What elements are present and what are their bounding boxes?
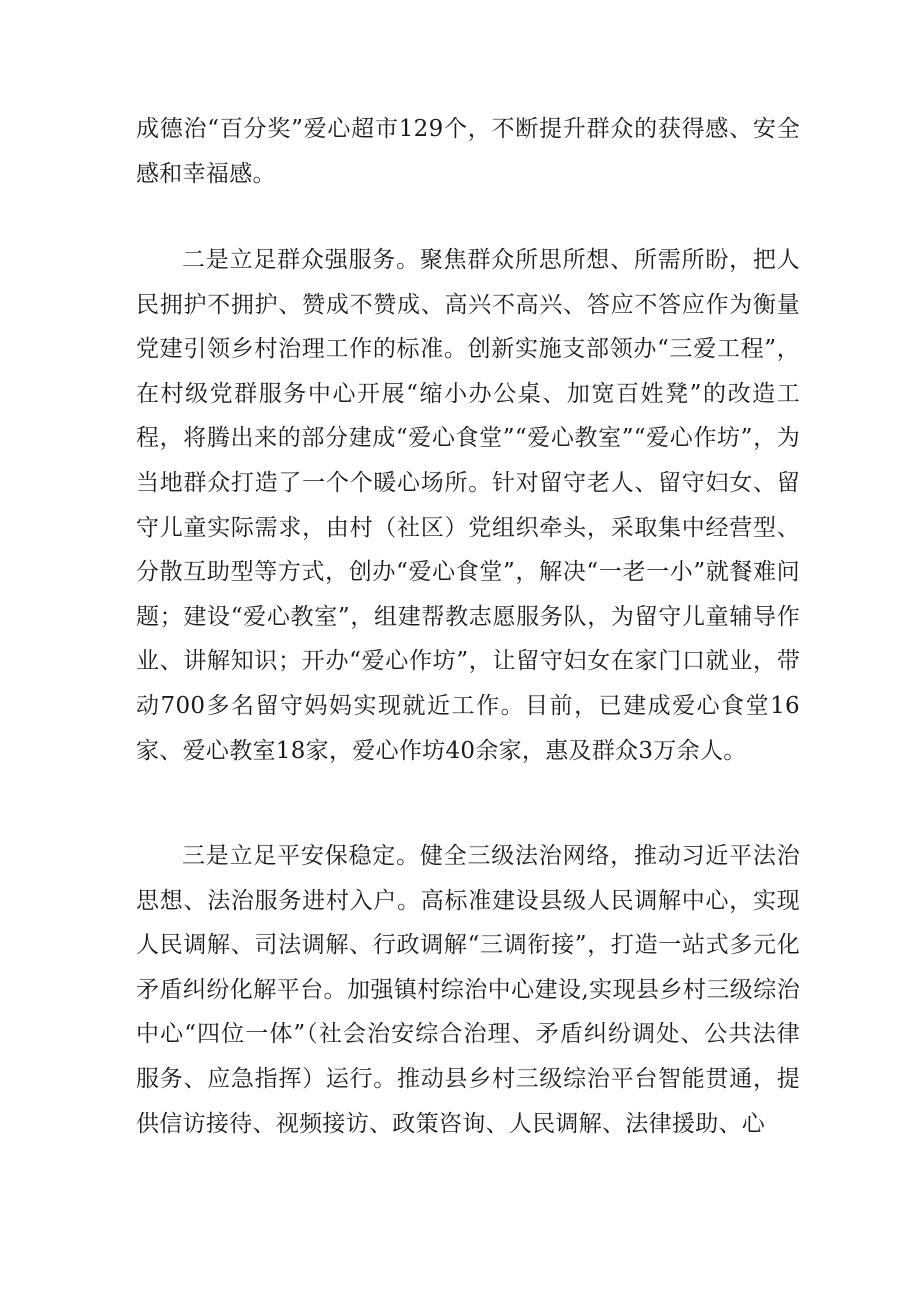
paragraph-continuation: 成德治“百分奖”爱心超市129个，不断提升群众的获得感、安全感和幸福感。 <box>136 116 800 187</box>
paragraph-service: 二是立足群众强服务。聚焦群众所思所想、所需所盼，把人民拥护不拥护、赞成不赞成、高兴不高兴、答应不答应作为衡量党建引领乡村治理工作的标准。创新实施支部领办“三爱工程”，在村级党群服务中心开展“缩小办公桌、加宽百姓凳”的改造工程，将腾出来的部分建成“爱心食堂”“爱心教室”“爱心作坊”，为当地群众打造了一个个暖心场所。针对留守老人、留守妇女、留守儿童实际需求，由村（社区）党组织牵头，采取集中经营型、分散互助型等方式，创办“爱心食堂”，解决“一老一小”就餐难问题；建设“爱心教室”，组建帮教志愿服务队，为留守儿童辅导作业、讲解知识；开办“爱心作坊”，让留守妇女在家门口就业，带动700多名留守妈妈实现就近工作。目前，已建成爱心食堂16家、爱心教室18家，爱心作坊40余家，惠及群众3万余人。 <box>136 247 800 764</box>
paragraph-stability: 三是立足平安保稳定。健全三级法治网络，推动习近平法治思想、法治服务进村入户。高标准建设县级人民调解中心，实现人民调解、司法调解、行政调解“三调衔接”，打造一站式多元化矛盾纠纷化解平台。加强镇村综治中心建设,实现县乡村三级综治中心“四位一体”（社会治安综合治理、矛盾纠纷调处、公共法律服务、应急指挥）运行。推动县乡村三级综治平台智能贯通，提供信访接待、视频接访、政策咨询、人民调解、法律援助、心 <box>136 843 800 1137</box>
